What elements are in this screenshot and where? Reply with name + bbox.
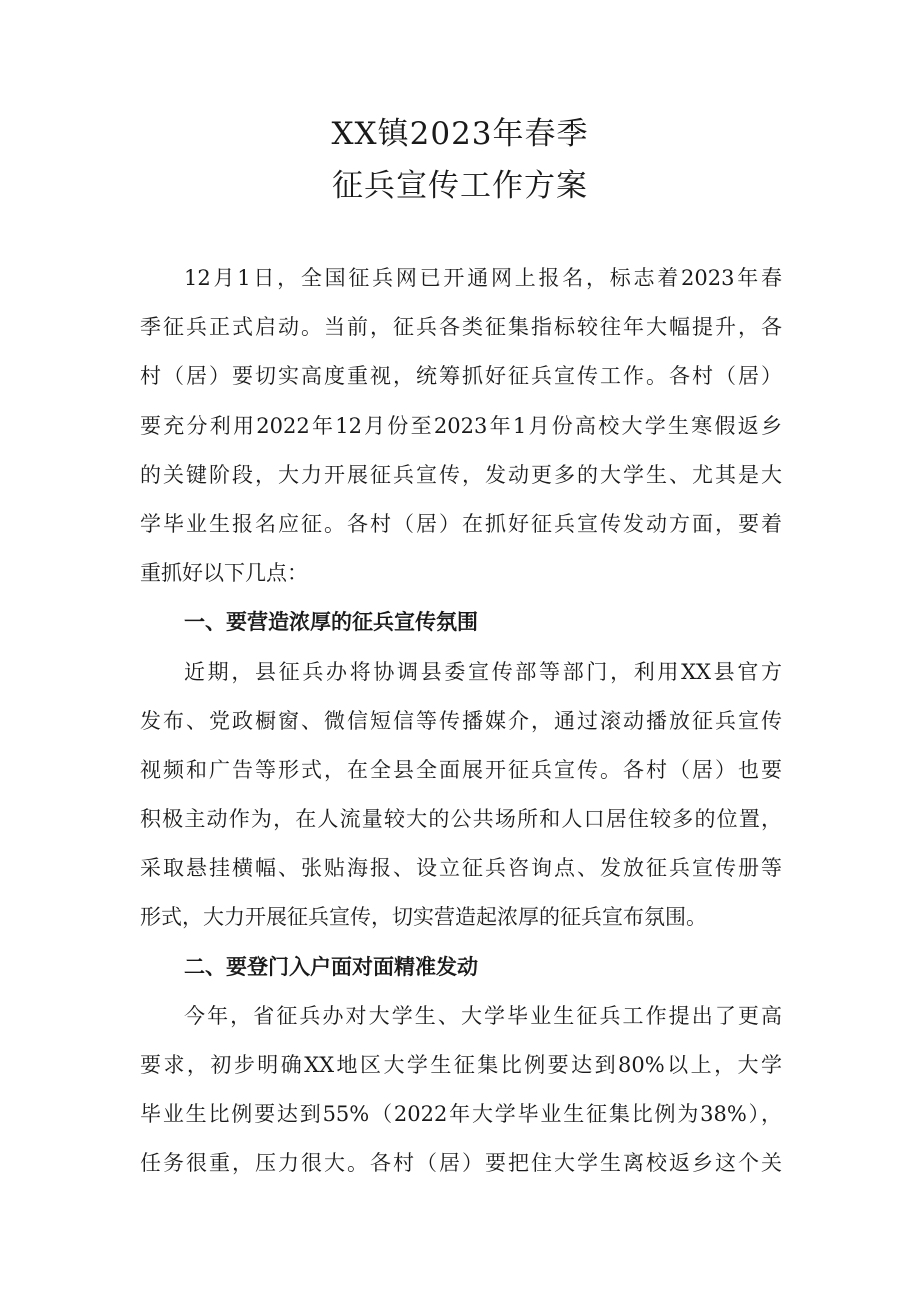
text-line: 村（居）要切实高度重视，统筹抓好征兵宣传工作。各村（居）	[140, 364, 782, 389]
section-2-paragraph	[140, 992, 782, 1189]
text-line: 重抓好以下几点：	[140, 561, 308, 586]
title-line-1: XX镇2023年春季	[331, 116, 589, 152]
text-line: 季征兵正式启动。当前，征兵各类征集指标较往年大幅提升，各	[140, 315, 782, 340]
text-line: 要充分利用2022年12月份至2023年1月份高校大学生寒假返乡	[140, 413, 782, 438]
section-2-heading: 二、要登门入户面对面精准发动	[184, 954, 478, 979]
text-line: 采取悬挂横幅、张贴海报、设立征兵咨询点、发放征兵宣传册等	[140, 856, 782, 881]
text-line: 今年，省征兵办对大学生、大学毕业生征兵工作提出了更高	[184, 1003, 782, 1028]
text-line: 形式，大力开展征兵宣传，切实营造起浓厚的征兵宣布氛围。	[140, 905, 707, 930]
text-line: 学毕业生报名应征。各村（居）在抓好征兵宣传发动方面，要着	[140, 511, 782, 536]
section-1-paragraph	[140, 648, 782, 943]
text-line: 视频和广告等形式，在全县全面展开征兵宣传。各村（居）也要	[140, 757, 782, 782]
text-line: 积极主动作为，在人流量较大的公共场所和人口居住较多的位置，	[140, 807, 782, 832]
title-line-2: 征兵宣传工作方案	[332, 168, 588, 204]
document-title	[0, 108, 920, 212]
text-line: 发布、党政橱窗、微信短信等传播媒介，通过滚动播放征兵宣传	[140, 708, 782, 733]
text-line: 毕业生比例要达到55%（2022年大学毕业生征集比例为38%），	[140, 1102, 782, 1127]
text-line: 要求，初步明确XX地区大学生征集比例要达到80%以上，大学	[140, 1053, 782, 1077]
intro-paragraph	[140, 254, 782, 598]
text-line: 任务很重，压力很大。各村（居）要把住大学生离校返乡这个关	[140, 1151, 782, 1176]
section-1-heading: 一、要营造浓厚的征兵宣传氛围	[184, 610, 478, 635]
text-line: 12月1日，全国征兵网已开通网上报名，标志着2023年春	[184, 266, 782, 290]
text-line: 近期，县征兵办将协调县委宣传部等部门，利用XX县官方	[184, 659, 782, 684]
document-body	[140, 254, 782, 1189]
text-line: 的关键阶段，大力开展征兵宣传，发动更多的大学生、尤其是大	[140, 462, 782, 487]
